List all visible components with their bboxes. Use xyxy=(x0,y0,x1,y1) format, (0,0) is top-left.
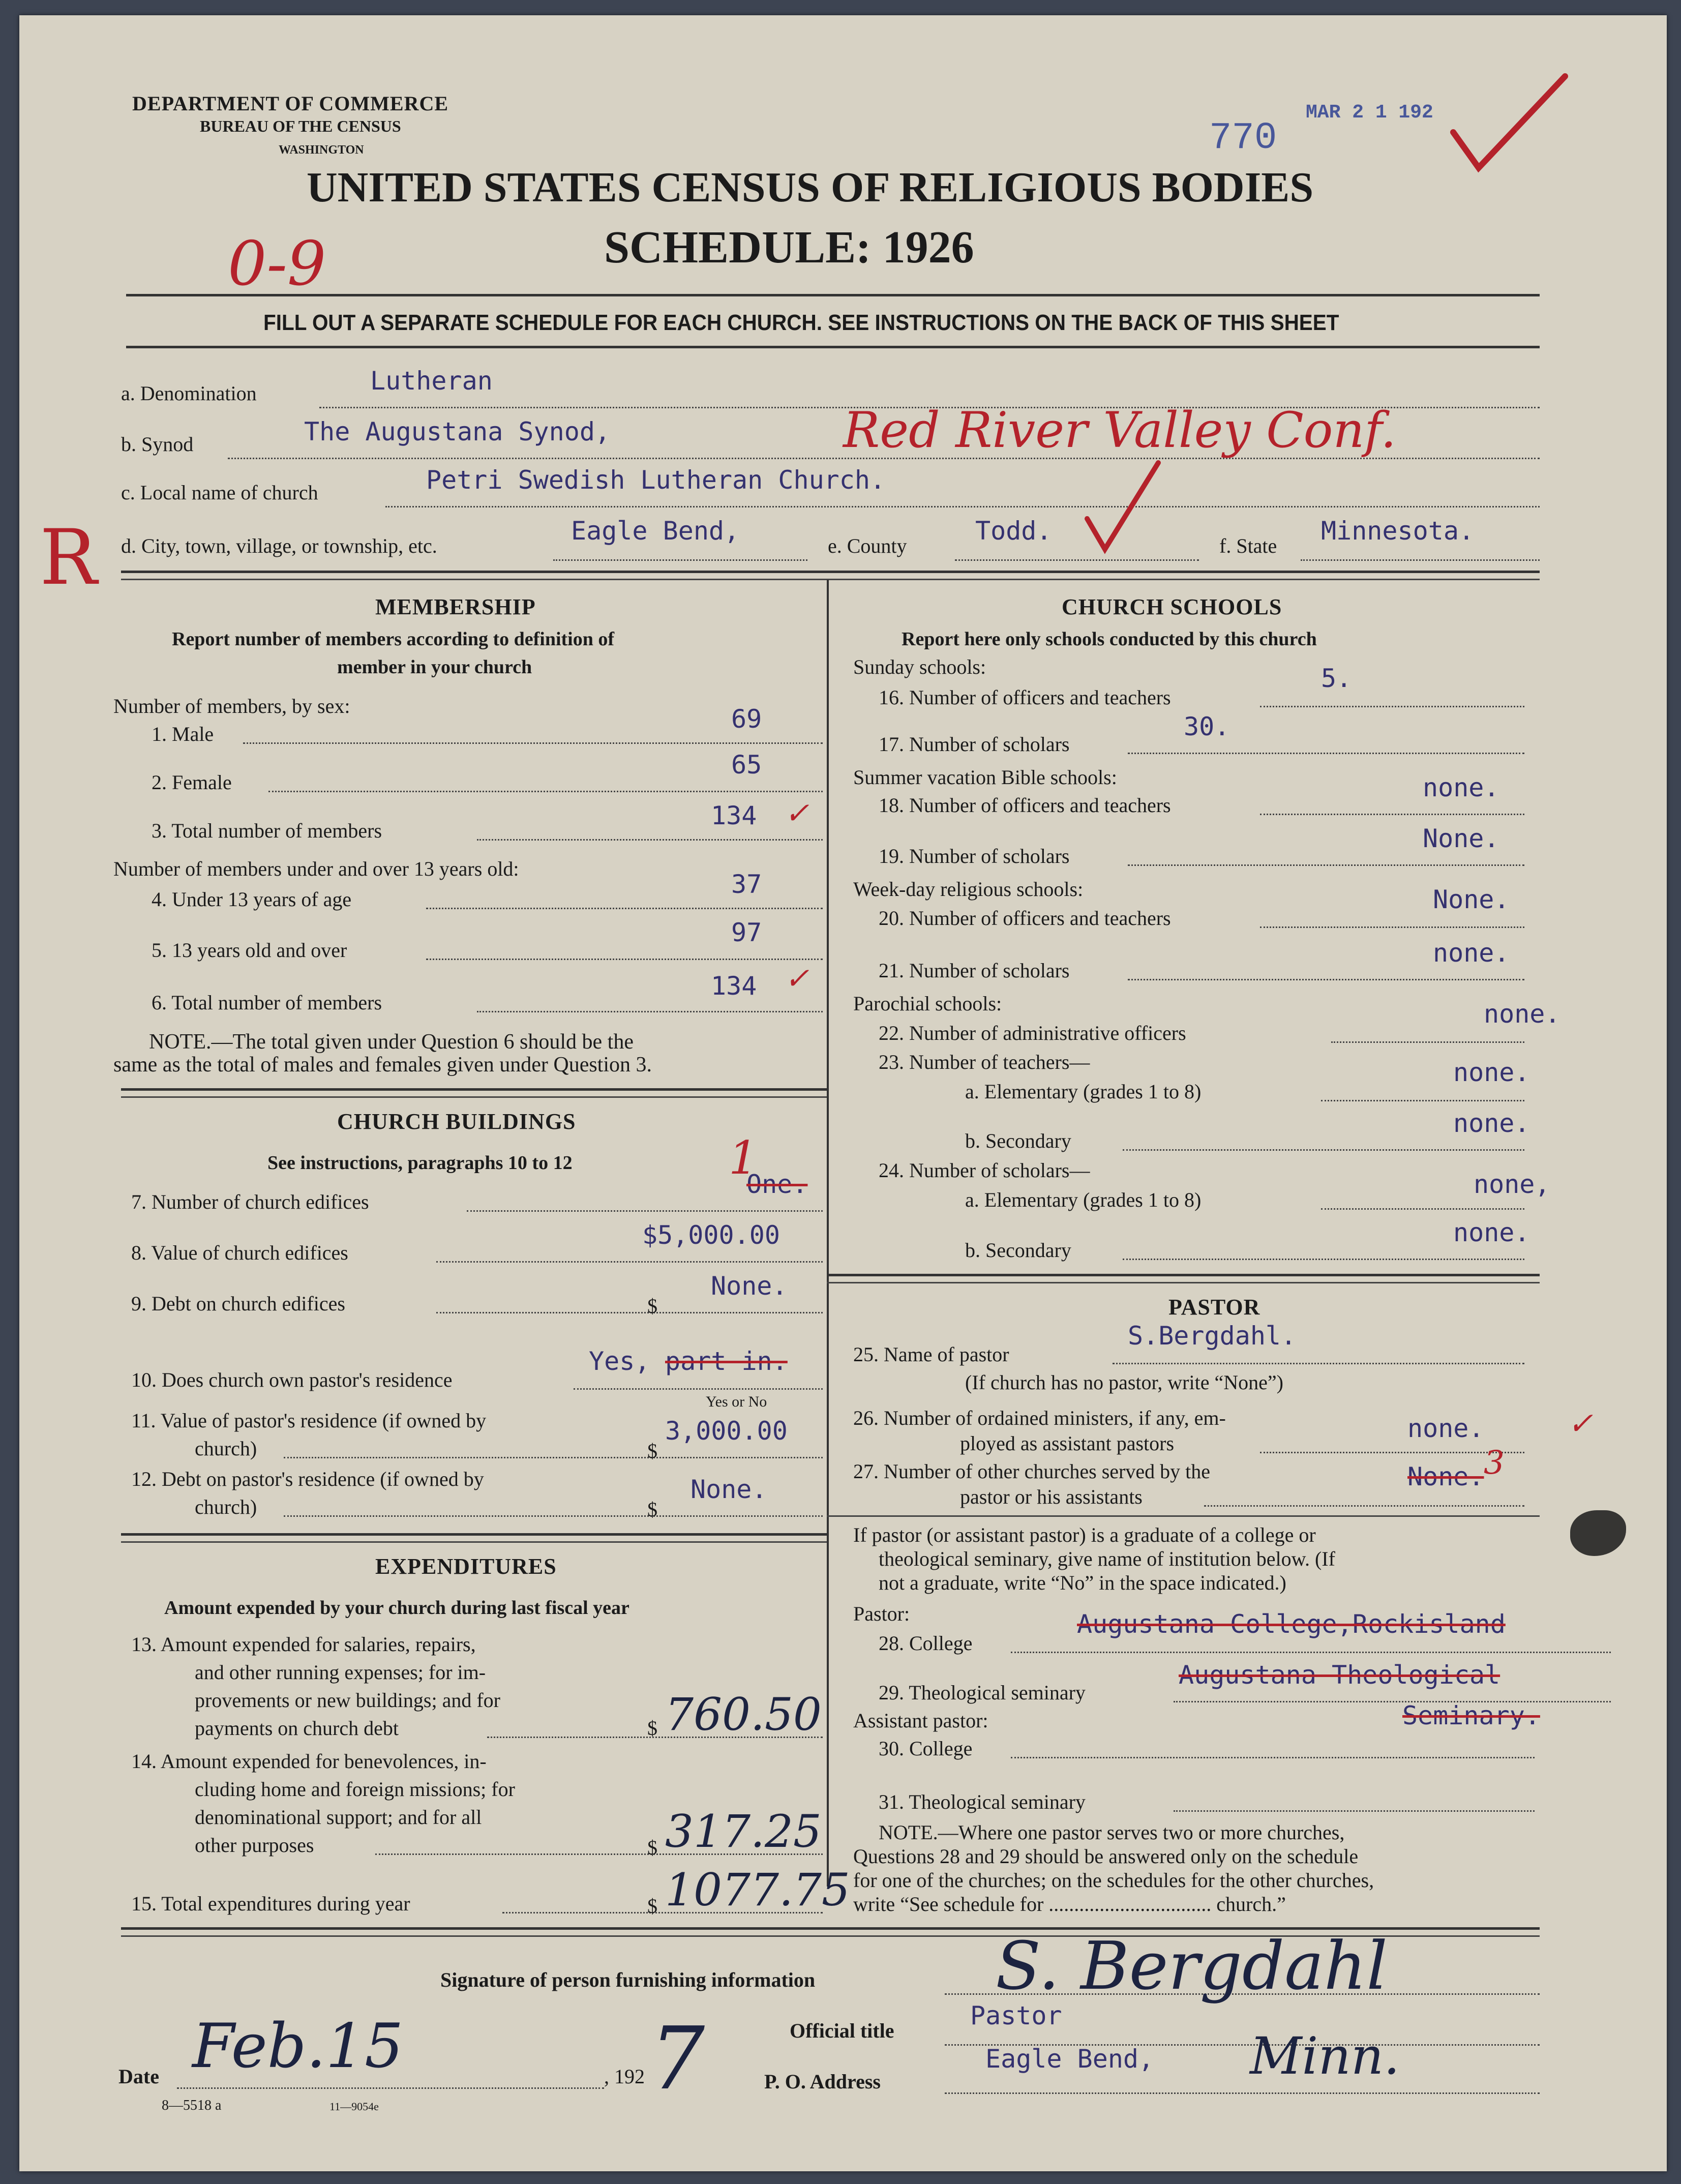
city-line xyxy=(553,559,807,561)
over-13-label: 5. 13 years old and over xyxy=(152,939,347,962)
q28-line xyxy=(1011,1652,1611,1653)
q24a-value[interactable]: none, xyxy=(1474,1170,1550,1199)
q18-line xyxy=(1260,814,1524,815)
residence-debt-value[interactable]: None. xyxy=(691,1475,767,1504)
total-members-label: 3. Total number of members xyxy=(152,819,382,842)
schools-rule-2 xyxy=(827,1282,1540,1283)
total-members-check-icon: ✓ xyxy=(785,797,809,830)
pastor-note-1: NOTE.—Where one pastor serves two or more churches, xyxy=(879,1821,1345,1844)
q14-dollar: $ xyxy=(647,1836,657,1859)
under-13-value[interactable]: 37 xyxy=(731,870,762,899)
q14-line-3: denominational support; and for all xyxy=(195,1806,482,1829)
q26-line-2: ployed as assistant pastors xyxy=(960,1432,1175,1455)
synod-value[interactable]: The Augustana Synod, xyxy=(304,417,611,446)
q14-value[interactable]: 317.25 xyxy=(665,1805,822,1858)
margin-mark: R xyxy=(40,514,97,602)
schools-sub: Report here only schools conducted by this church xyxy=(902,629,1317,650)
date-value[interactable]: Feb.15 xyxy=(192,2011,404,2082)
q21-value[interactable]: none. xyxy=(1433,938,1510,968)
male-label: 1. Male xyxy=(152,723,214,745)
total-members-line xyxy=(477,839,823,841)
pastor-label: Pastor: xyxy=(853,1602,910,1625)
over-13-line xyxy=(426,959,823,960)
header-rule-top xyxy=(126,294,1540,296)
q16-label: 16. Number of officers and teachers xyxy=(879,686,1171,709)
official-title-value[interactable]: Pastor xyxy=(970,2001,1062,2030)
received-stamp-date: MAR 2 1 192 xyxy=(1306,102,1433,124)
edifice-value-label: 8. Value of church edifices xyxy=(131,1241,348,1264)
residence-own-value[interactable]: Yes, xyxy=(589,1347,650,1376)
buildings-rule-2 xyxy=(121,1541,827,1543)
total-members-2-label: 6. Total number of members xyxy=(152,991,382,1014)
membership-note-2: same as the total of males and females given under Question 3. xyxy=(113,1053,652,1076)
residence-debt-dollar: $ xyxy=(647,1498,657,1521)
total-members-2-line xyxy=(477,1011,823,1012)
pastor-note-4: write “See schedule for ................................ church.” xyxy=(853,1893,1286,1916)
q17-label: 17. Number of scholars xyxy=(879,733,1070,756)
residence-debt-label-2: church) xyxy=(195,1495,257,1518)
county-label: e. County xyxy=(828,534,907,557)
q27-dotline xyxy=(1204,1505,1524,1507)
q14-line-2: cluding home and foreign missions; for xyxy=(195,1778,515,1801)
residence-value-label-2: church) xyxy=(195,1437,257,1460)
edifices-correction: 1 xyxy=(729,1131,758,1185)
received-stamp-number: 770 xyxy=(1209,117,1277,160)
q13-line-1: 13. Amount expended for salaries, repairs, xyxy=(131,1633,476,1656)
expenditures-title: EXPENDITURES xyxy=(375,1554,557,1579)
edifice-debt-dollar: $ xyxy=(647,1295,657,1318)
residence-value-line xyxy=(284,1457,823,1458)
q27-line-1: 27. Number of other churches served by the xyxy=(853,1460,1210,1483)
schools-title: CHURCH SCHOOLS xyxy=(1062,594,1282,619)
signature-label: Signature of person furnishing information xyxy=(440,1968,816,1991)
header-rule-bottom xyxy=(126,346,1540,348)
q23a-label: a. Elementary (grades 1 to 8) xyxy=(965,1080,1202,1103)
local-name-value[interactable]: Petri Swedish Lutheran Church. xyxy=(426,465,886,495)
membership-title: MEMBERSHIP xyxy=(375,594,536,619)
identity-rule-2 xyxy=(121,579,1540,580)
print-number: 11—9054e xyxy=(329,2100,379,2113)
schedule-title: SCHEDULE: 1926 xyxy=(604,222,974,273)
grad-note-3: not a graduate, write “No” in the space indicated.) xyxy=(879,1571,1286,1594)
members-by-sex-label: Number of members, by sex: xyxy=(113,695,350,717)
q24a-line xyxy=(1321,1208,1524,1210)
q29-value[interactable]: Augustana Theological xyxy=(1179,1660,1500,1690)
pastor-note-2: Questions 28 and 29 should be answered only on the schedule xyxy=(853,1845,1359,1868)
po-address-line xyxy=(945,2092,1540,2094)
buildings-sub: See instructions, paragraphs 10 to 12 xyxy=(267,1152,573,1174)
q15-label: 15. Total expenditures during year xyxy=(131,1892,410,1915)
weekday-schools-label: Week-day religious schools: xyxy=(853,878,1084,901)
q21-line xyxy=(1128,979,1524,980)
residence-own-line xyxy=(574,1388,823,1390)
q24b-value[interactable]: none. xyxy=(1453,1218,1530,1247)
residence-value-label-1: 11. Value of pastor's residence (if owned by xyxy=(131,1409,487,1432)
city-value[interactable]: Eagle Bend, xyxy=(571,516,740,546)
q20-line xyxy=(1260,926,1524,928)
q26-value[interactable]: none. xyxy=(1407,1414,1484,1443)
census-schedule-form xyxy=(19,15,1667,2171)
membership-note-1: NOTE.—The total given under Question 6 should be the xyxy=(149,1030,634,1054)
female-label: 2. Female xyxy=(152,771,232,794)
year-prefix: , 192 xyxy=(604,2065,645,2088)
q15-value[interactable]: 1077.75 xyxy=(665,1864,850,1916)
form-title: UNITED STATES CENSUS OF RELIGIOUS BODIES xyxy=(307,164,1314,211)
residence-value-dollar: $ xyxy=(647,1440,657,1462)
edifice-debt-label: 9. Debt on church edifices xyxy=(131,1292,345,1315)
q24b-label: b. Secondary xyxy=(965,1239,1071,1262)
q14-line-4: other purposes xyxy=(195,1834,314,1857)
q23-label: 23. Number of teachers— xyxy=(879,1051,1090,1073)
membership-intro-2: member in your church xyxy=(337,656,532,678)
q19-label: 19. Number of scholars xyxy=(879,845,1070,867)
approval-check-icon xyxy=(1443,66,1575,181)
male-value[interactable]: 69 xyxy=(731,704,762,734)
edifices-line xyxy=(467,1210,823,1212)
q29-value-cont: Seminary. xyxy=(1402,1701,1540,1730)
q22-line xyxy=(1331,1041,1524,1043)
residence-debt-line xyxy=(284,1515,823,1517)
expenditures-sub: Amount expended by your church during last fiscal year xyxy=(164,1597,629,1619)
date-line xyxy=(177,2087,604,2089)
edifices-label: 7. Number of church edifices xyxy=(131,1190,369,1213)
q19-line xyxy=(1128,864,1524,866)
q29-label: 29. Theological seminary xyxy=(879,1681,1086,1704)
q26-check-icon: ✓ xyxy=(1568,1407,1594,1441)
edifice-debt-value[interactable]: None. xyxy=(711,1271,788,1301)
q13-value[interactable]: 760.50 xyxy=(665,1688,822,1741)
residence-own-label: 10. Does church own pastor's residence xyxy=(131,1368,453,1391)
q23b-value[interactable]: none. xyxy=(1453,1109,1530,1138)
male-line xyxy=(243,742,823,744)
under-13-label: 4. Under 13 years of age xyxy=(152,888,352,911)
residence-value-value[interactable]: 3,000.00 xyxy=(665,1416,788,1446)
year-digit[interactable]: 7 xyxy=(650,2009,705,2109)
q27-value[interactable]: None. xyxy=(1407,1462,1484,1491)
q14-line-1: 14. Amount expended for benevolences, in- xyxy=(131,1750,487,1773)
washington-label: WASHINGTON xyxy=(279,143,364,157)
q25-line xyxy=(1113,1363,1524,1364)
local-name-line xyxy=(385,506,1540,507)
state-line xyxy=(1301,559,1540,561)
state-label: f. State xyxy=(1219,534,1277,557)
residence-own-struck: part in. xyxy=(665,1347,788,1376)
schools-rule-1 xyxy=(827,1274,1540,1276)
form-number: 8—5518 a xyxy=(162,2098,222,2113)
membership-intro-1: Report number of members according to definition of xyxy=(172,629,615,650)
q26-line-1: 26. Number of ordained ministers, if any, em- xyxy=(853,1407,1226,1429)
q19-value[interactable]: None. xyxy=(1423,824,1499,853)
q22-value[interactable]: none. xyxy=(1484,999,1560,1029)
po-address-label: P. O. Address xyxy=(764,2070,881,2093)
membership-rule-1 xyxy=(121,1088,827,1091)
under-over-label: Number of members under and over 13 years old: xyxy=(113,857,519,880)
ink-blot xyxy=(1570,1510,1626,1556)
synod-label: b. Synod xyxy=(121,433,194,456)
q30-label: 30. College xyxy=(879,1737,973,1760)
q18-label: 18. Number of officers and teachers xyxy=(879,794,1171,817)
q13-dollar: $ xyxy=(647,1717,657,1740)
q23a-line xyxy=(1321,1100,1524,1101)
pastor-title: PASTOR xyxy=(1168,1295,1260,1320)
identity-rule-1 xyxy=(121,571,1540,573)
q24a-label: a. Elementary (grades 1 to 8) xyxy=(965,1188,1202,1211)
buildings-rule-1 xyxy=(121,1533,827,1536)
sunday-schools-label: Sunday schools: xyxy=(853,655,986,678)
over-13-value[interactable]: 97 xyxy=(731,918,762,947)
grad-note-2: theological seminary, give name of institution below. (If xyxy=(879,1547,1335,1570)
pastor-rule xyxy=(827,1515,1540,1517)
denomination-label: a. Denomination xyxy=(121,382,257,405)
buildings-title: CHURCH BUILDINGS xyxy=(337,1109,576,1134)
q25-hint: (If church has no pastor, write “None”) xyxy=(965,1371,1283,1394)
edifice-value-value[interactable]: $5,000.00 xyxy=(642,1220,780,1250)
q13-line-2: and other running expenses; for im- xyxy=(195,1661,486,1684)
county-value[interactable]: Todd. xyxy=(975,516,1052,546)
instruction-line: FILL OUT A SEPARATE SCHEDULE FOR EACH CHURCH. SEE INSTRUCTIONS ON THE BACK OF THIS SHEET xyxy=(263,310,1339,335)
q13-line-3: provements or new buildings; and for xyxy=(195,1689,500,1712)
local-name-label: c. Local name of church xyxy=(121,481,318,504)
q23b-label: b. Secondary xyxy=(965,1129,1071,1152)
under-13-line xyxy=(426,908,823,909)
female-line xyxy=(268,791,823,792)
synod-conference-note: Red River Valley Conf. xyxy=(843,402,1396,459)
grad-note-1: If pastor (or assistant pastor) is a graduate of a college or xyxy=(853,1523,1316,1546)
q16-value[interactable]: 5. xyxy=(1321,664,1352,693)
city-label: d. City, town, village, or township, etc. xyxy=(121,534,437,557)
denomination-value[interactable]: Lutheran xyxy=(370,366,493,396)
q28-label: 28. College xyxy=(879,1632,973,1655)
q29-line xyxy=(1174,1701,1611,1702)
q24-label: 24. Number of scholars— xyxy=(879,1159,1090,1182)
q21-label: 21. Number of scholars xyxy=(879,959,1070,982)
total-members-2-value[interactable]: 134 xyxy=(711,971,757,1001)
q18-value[interactable]: none. xyxy=(1423,773,1499,802)
q17-line xyxy=(1128,753,1524,754)
q15-dollar: $ xyxy=(647,1895,657,1918)
q17-value[interactable]: 30. xyxy=(1184,712,1230,741)
q31-line xyxy=(1174,1810,1535,1812)
q23b-line xyxy=(1123,1149,1524,1151)
county-check-icon xyxy=(1077,458,1168,562)
q22-label: 22. Number of administrative officers xyxy=(879,1022,1186,1044)
q20-value[interactable]: None. xyxy=(1433,885,1510,914)
bureau-label: BUREAU OF THE CENSUS xyxy=(200,117,401,135)
q25-value[interactable]: S.Bergdahl. xyxy=(1128,1321,1297,1351)
q25-label: 25. Name of pastor xyxy=(853,1343,1009,1366)
q13-line-4: payments on church debt xyxy=(195,1717,399,1740)
q31-label: 31. Theological seminary xyxy=(879,1790,1086,1813)
date-label: Date xyxy=(118,2065,159,2088)
q16-line xyxy=(1260,706,1524,707)
q20-label: 20. Number of officers and teachers xyxy=(879,907,1171,930)
total-members-2-check-icon: ✓ xyxy=(785,962,809,995)
q30-line xyxy=(1011,1757,1535,1758)
pastor-note-3: for one of the churches; on the schedules for the other churches, xyxy=(853,1869,1374,1892)
po-address-value[interactable]: Eagle Bend, xyxy=(985,2044,1154,2074)
department-label: DEPARTMENT OF COMMERCE xyxy=(132,92,449,115)
residence-debt-label-1: 12. Debt on pastor's residence (if owned by xyxy=(131,1468,484,1490)
total-members-value[interactable]: 134 xyxy=(711,801,757,830)
official-title-label: Official title xyxy=(790,2019,894,2042)
parochial-schools-label: Parochial schools: xyxy=(853,992,1002,1015)
membership-rule-2 xyxy=(121,1096,827,1098)
assistant-pastor-label: Assistant pastor: xyxy=(853,1709,988,1732)
q27-correction: 3 xyxy=(1484,1444,1505,1482)
po-address-state[interactable]: Minn. xyxy=(1250,2026,1400,2086)
summer-schools-label: Summer vacation Bible schools: xyxy=(853,766,1117,789)
residence-own-hint: Yes or No xyxy=(706,1393,767,1410)
state-value[interactable]: Minnesota. xyxy=(1321,516,1475,546)
q27-line-2: pastor or his assistants xyxy=(960,1485,1143,1508)
column-divider xyxy=(827,580,829,1887)
signature-value[interactable]: S. Bergdahl xyxy=(996,1927,1388,2005)
q28-value[interactable]: Augustana College,Rockisland xyxy=(1077,1609,1506,1639)
edifices-value[interactable]: One. xyxy=(746,1170,808,1199)
female-value[interactable]: 65 xyxy=(731,750,762,780)
q24b-line xyxy=(1123,1259,1524,1260)
edifice-value-line xyxy=(436,1261,823,1263)
q23a-value[interactable]: none. xyxy=(1453,1058,1530,1087)
corner-mark: 0-9 xyxy=(228,229,326,300)
edifice-debt-line xyxy=(436,1312,823,1313)
